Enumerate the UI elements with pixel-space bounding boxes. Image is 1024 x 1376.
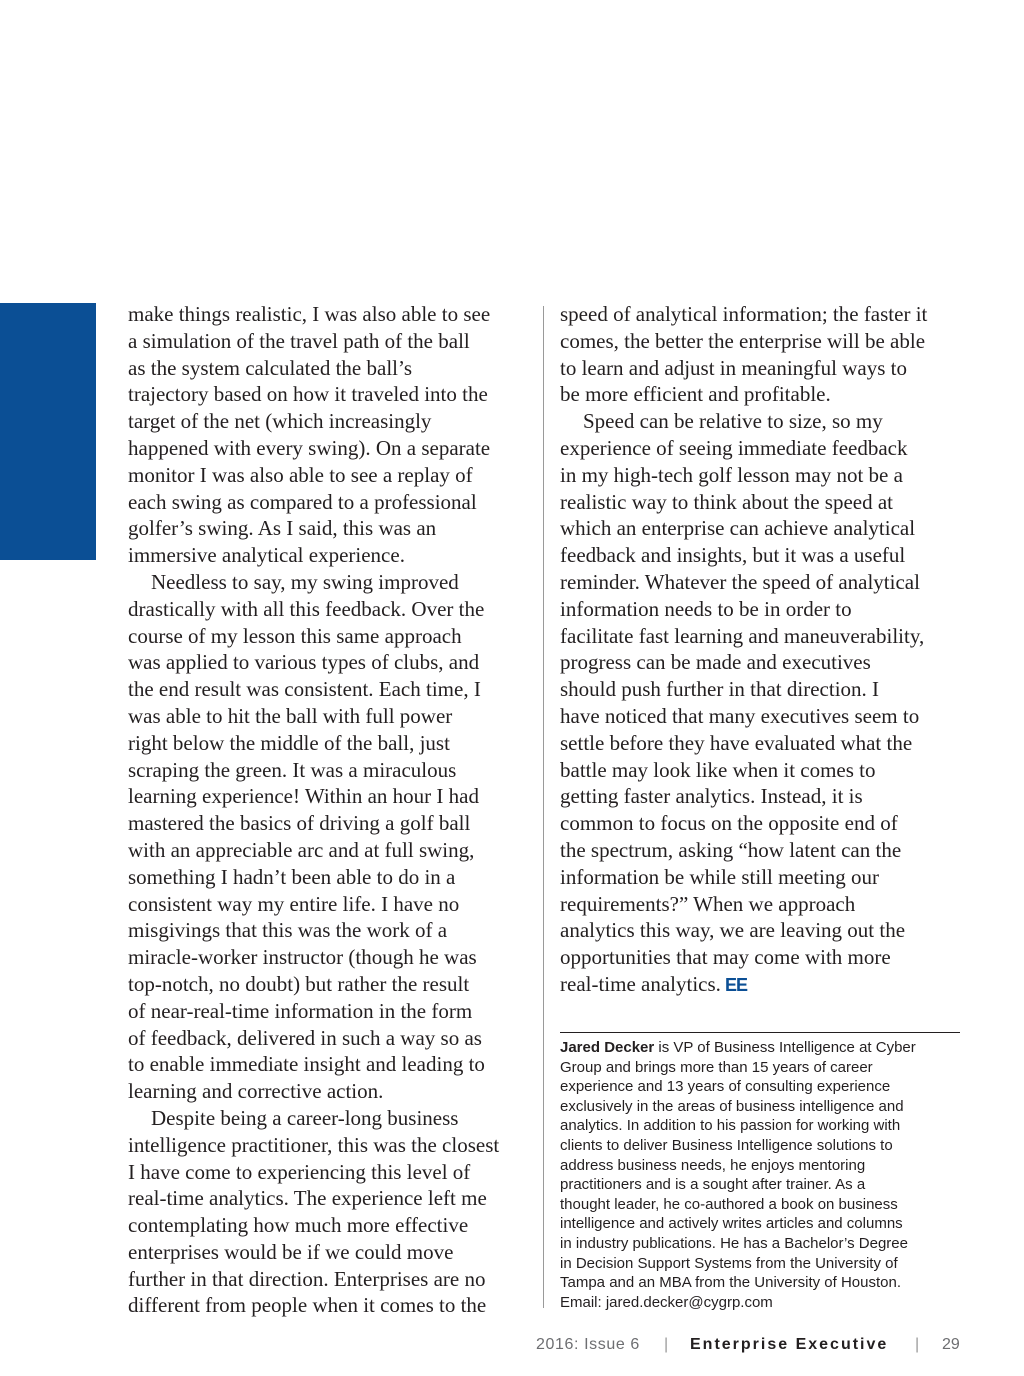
bio-text-line: practitioners and is a sought after trainer. As a xyxy=(560,1176,866,1194)
right-text-line: be more efficient and profitable. xyxy=(560,382,831,407)
bio-text-line: thought leader, he co-authored a book on business xyxy=(560,1195,898,1213)
right-text-line: should push further in that direction. I xyxy=(560,677,880,702)
article-left-column xyxy=(128,301,538,1319)
left-text-line: further in that direction. Enterprises are no xyxy=(128,1266,486,1291)
left-text-line: was applied to various types of clubs, and xyxy=(128,650,480,675)
bio-text-line: clients to deliver Business Intelligence solutions to xyxy=(560,1136,893,1154)
left-text-line: trajectory based on how it traveled into the xyxy=(128,382,488,407)
right-text-line: have noticed that many executives seem to xyxy=(560,703,920,728)
left-text-line: contemplating how much more effective xyxy=(128,1213,469,1238)
left-text-line: something I hadn’t been able to do in a xyxy=(128,864,456,889)
left-text-line: a simulation of the travel path of the ball xyxy=(128,328,470,353)
footer-magazine-title: Enterprise Executive xyxy=(690,1336,889,1353)
left-text-line: each swing as compared to a professional xyxy=(128,489,477,514)
left-text-line: top-notch, no doubt) but rather the result xyxy=(128,971,470,996)
article-last-line xyxy=(560,971,970,999)
right-text-line: progress can be made and executives xyxy=(560,650,871,675)
footer-issue: 2016: Issue 6 xyxy=(536,1336,640,1353)
footer-page-number: 29 xyxy=(942,1336,960,1353)
left-text-line: miracle-worker instructor (though he was xyxy=(128,945,477,970)
bio-lines xyxy=(560,1058,980,1313)
left-text-line: drastically with all this feedback. Over the xyxy=(128,596,485,621)
right-text-line: in my high-tech golf lesson may not be a xyxy=(560,462,903,487)
right-text-line: realistic way to think about the speed at xyxy=(560,489,893,514)
left-text-line: Needless to say, my swing improved xyxy=(151,569,459,594)
left-text-line: Despite being a career-long business xyxy=(151,1105,459,1130)
author-bio xyxy=(560,1038,980,1312)
right-text-line: facilitate fast learning and maneuverability, xyxy=(560,623,925,648)
left-text-line: target of the net (which increasingly xyxy=(128,409,432,434)
right-text-line: feedback and insights, but it was a useful xyxy=(560,543,906,568)
bio-text-line: in industry publications. He has a Bachelor’s Degree xyxy=(560,1234,908,1252)
bio-first-line xyxy=(560,1038,980,1058)
right-text-line: the spectrum, asking “how latent can the xyxy=(560,837,902,862)
left-text-line: golfer’s swing. As I said, this was an xyxy=(128,516,437,541)
article-right-column xyxy=(560,301,970,999)
right-text-line: Speed can be relative to size, so my xyxy=(583,409,883,434)
left-text-line: real-time analytics. The experience left me xyxy=(128,1186,487,1211)
right-text-line: analytics this way, we are leaving out the xyxy=(560,918,906,943)
right-column-lines xyxy=(560,301,970,971)
left-text-line: intelligence practitioner, this was the closest xyxy=(128,1132,500,1157)
right-text-line: requirements?” When we approach xyxy=(560,891,856,916)
bio-text-line: analytics. In addition to his passion for working with xyxy=(560,1117,901,1135)
right-text-line: battle may look like when it comes to xyxy=(560,757,876,782)
left-text-line: as the system calculated the ball’s xyxy=(128,355,412,380)
left-text-line: enterprises would be if we could move xyxy=(128,1239,454,1264)
bio-divider xyxy=(560,1032,960,1033)
left-text-line: immersive analytical experience. xyxy=(128,543,405,568)
end-mark-logo: EE xyxy=(724,974,747,995)
footer-separator: | xyxy=(664,1336,669,1353)
bio-text-line: experience and 13 years of consulting experience xyxy=(560,1078,891,1096)
left-text-line: misgivings that this was the work of a xyxy=(128,918,448,943)
bio-text-line: address business needs, he enjoys mentoring xyxy=(560,1156,866,1174)
right-text-line: to learn and adjust in meaningful ways to xyxy=(560,355,908,380)
right-text-line: getting faster analytics. Instead, it is xyxy=(560,784,863,809)
right-text-line: reminder. Whatever the speed of analytical xyxy=(560,569,920,594)
footer-separator: | xyxy=(915,1336,920,1353)
right-text-line: experience of seeing immediate feedback xyxy=(560,435,908,460)
left-text-line: right below the middle of the ball, just xyxy=(128,730,450,755)
right-text-line: information needs to be in order to xyxy=(560,596,852,621)
bio-text-line: in Decision Support Systems from the University of xyxy=(560,1254,898,1272)
bio-text-line: intelligence and actively writes articles and columns xyxy=(560,1215,903,1233)
right-text-line: settle before they have evaluated what the xyxy=(560,730,913,755)
left-text-line: scraping the green. It was a miraculous xyxy=(128,757,457,782)
left-text-line: with an appreciable arc and at full swing, xyxy=(128,837,475,862)
left-text-line: consistent way my entire life. I have no xyxy=(128,891,460,916)
right-text-line: information be while still meeting our xyxy=(560,864,880,889)
left-text-line: mastered the basics of driving a golf ball xyxy=(128,811,471,836)
left-text-line: course of my lesson this same approach xyxy=(128,623,462,648)
page-footer xyxy=(0,1336,1024,1358)
left-text-line: different from people when it comes to the xyxy=(128,1293,487,1318)
left-text-line: make things realistic, I was also able to see xyxy=(128,302,491,326)
left-text-line: the end result was consistent. Each time, I xyxy=(128,677,481,702)
column-divider xyxy=(543,306,544,1308)
right-text-line: comes, the better the enterprise will be able xyxy=(560,328,926,353)
left-text-line: of near-real-time information in the form xyxy=(128,998,473,1023)
bio-text-line: Group and brings more than 15 years of career xyxy=(560,1058,873,1076)
bio-text-line: exclusively in the areas of business intelligence and xyxy=(560,1097,904,1115)
right-text-line: opportunities that may come with more xyxy=(560,945,891,970)
blue-side-bar xyxy=(0,303,96,560)
left-text-line: happened with every swing). On a separate xyxy=(128,435,491,460)
right-text-line: which an enterprise can achieve analytical xyxy=(560,516,916,541)
right-text-line: common to focus on the opposite end of xyxy=(560,811,898,836)
left-text-line: to enable immediate insight and leading to xyxy=(128,1052,485,1077)
left-text-line: I have come to experiencing this level of xyxy=(128,1159,471,1184)
left-text-line: of feedback, delivered in such a way so as xyxy=(128,1025,482,1050)
left-text-line: monitor I was also able to see a replay of xyxy=(128,462,473,487)
left-text-line: was able to hit the ball with full power xyxy=(128,703,453,728)
left-text-line: learning experience! Within an hour I had xyxy=(128,784,479,809)
right-text-line: speed of analytical information; the faster it xyxy=(560,302,928,326)
bio-text-line: Tampa and an MBA from the University of Houston. xyxy=(560,1274,901,1292)
bio-first-line-rest: is VP of Business Intelligence at Cyber xyxy=(654,1039,916,1056)
bio-text-line: Email: jared.decker@cygrp.com xyxy=(560,1293,773,1311)
left-text-line: learning and corrective action. xyxy=(128,1079,384,1104)
article-last-line-text: real-time analytics. xyxy=(560,971,721,996)
author-name: Jared Decker xyxy=(560,1039,655,1056)
